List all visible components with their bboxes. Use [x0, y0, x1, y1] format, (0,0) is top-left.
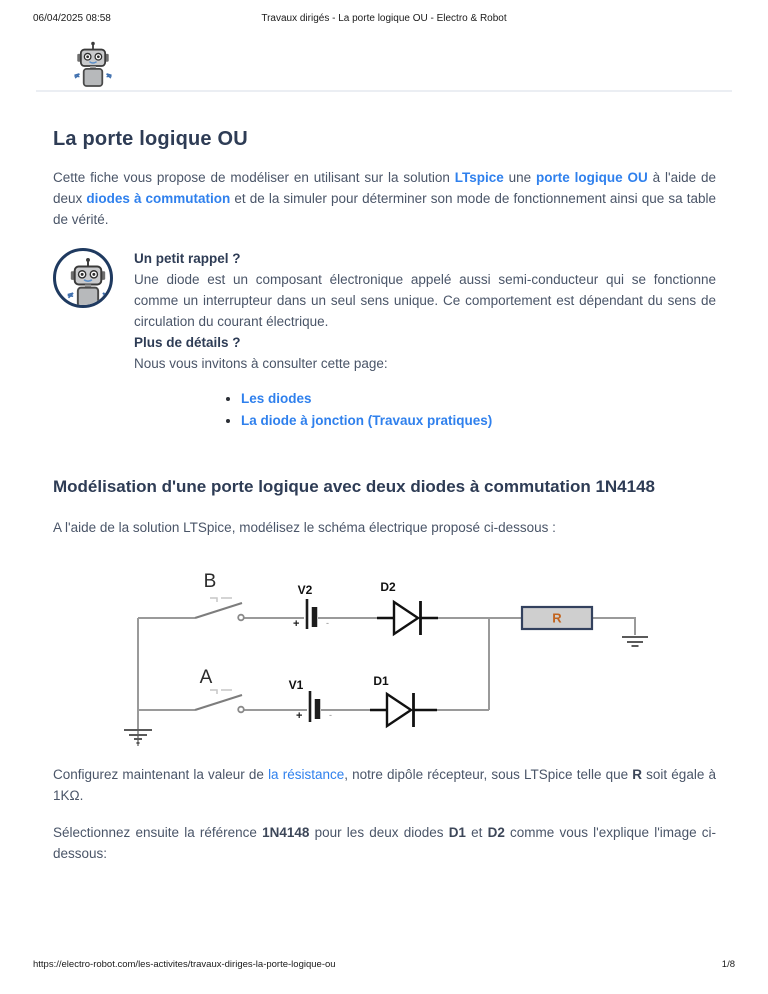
text-run: D2: [487, 825, 505, 840]
text-run: une: [503, 170, 537, 185]
minus-sign: -: [329, 710, 332, 720]
label-d1: D1: [373, 674, 389, 688]
text-run: Cette fiche vous propose de modéliser en utilisant sur la solution: [53, 170, 455, 185]
header-divider: [36, 90, 732, 92]
select-paragraph: [53, 822, 716, 864]
text-run: R: [632, 767, 643, 782]
inline-link[interactable]: la résistance: [268, 767, 345, 782]
print-datetime: 06/04/2025 08:58: [33, 13, 111, 24]
text-run: pour les deux diodes: [309, 825, 449, 840]
invite-text: Nous vous invitons à consulter cette page:: [134, 356, 388, 371]
config-paragraph: [53, 764, 716, 806]
diode-d1: [370, 693, 437, 727]
rappel-block: [53, 248, 716, 432]
rappel-text: [134, 248, 716, 432]
voltage-source-v1: [296, 691, 332, 722]
label-switch-b: B: [203, 571, 217, 592]
robot-icon: [63, 257, 113, 308]
text-run: Sélectionnez ensuite la référence: [53, 825, 263, 840]
resistor-r: [522, 607, 592, 629]
robot-avatar: [53, 248, 113, 308]
text-run: D1: [448, 825, 466, 840]
switch-a: [195, 690, 244, 712]
circuit-diagram: [0, 556, 768, 768]
text-run: soit égale à 1KΩ.: [53, 767, 716, 803]
text-run: comme vous l'explique l'image ci-dessous:: [53, 825, 717, 861]
list-item: [241, 388, 716, 410]
text-run: et de la simuler pour déterminer son mode de fonctionnement ainsi que sa table de vérité.: [53, 191, 716, 227]
text-run: , notre dipôle récepteur, sous LTSpice telle que: [344, 767, 633, 782]
footer-page-number: 1/8: [721, 959, 735, 970]
minus-sign: -: [326, 618, 329, 628]
inline-link[interactable]: porte logique OU: [536, 170, 648, 185]
label-switch-a: A: [199, 667, 213, 688]
label-v1: V1: [288, 678, 304, 692]
voltage-source-v2: [293, 599, 329, 630]
switch-b: [195, 598, 244, 620]
diode-d2: [377, 601, 438, 635]
page-title: La porte logique OU: [53, 128, 248, 150]
footer-url: https://electro-robot.com/les-activites/travaux-diriges-la-porte-logique-ou: [33, 959, 336, 970]
text-run: à l'aide de deux: [53, 170, 716, 206]
inline-link[interactable]: LTspice: [454, 170, 504, 185]
related-links-list: [134, 388, 716, 432]
label-v2: V2: [297, 583, 313, 597]
text-run: et: [465, 825, 488, 840]
plus-sign: +: [296, 710, 303, 722]
print-title: Travaux dirigés - La porte logique OU - Electro & Robot: [261, 13, 507, 24]
label-d2: D2: [380, 580, 396, 594]
intro-paragraph: [53, 167, 716, 230]
section-intro: A l'aide de la solution LTSpice, modélisez le schéma électrique proposé ci-dessous :: [53, 520, 556, 535]
text-run: 1N4148: [262, 825, 310, 840]
section-heading: Modélisation d'une porte logique avec deux diodes à commutation 1N4148: [53, 477, 655, 496]
rappel-heading: Un petit rappel ?: [134, 251, 241, 266]
plus-sign: +: [293, 618, 300, 630]
link-les-diodes[interactable]: Les diodes: [241, 391, 312, 406]
site-logo: [70, 41, 116, 91]
rappel-body: Une diode est un composant électronique appelé aussi semi-conducteur qui se fonctionne comme un interrupteur dans un seul sens unique. Ce comportement est dépendant du sens de circulation du courant électrique.: [134, 272, 716, 329]
link-diode-jonction[interactable]: La diode à jonction (Travaux pratiques): [241, 413, 493, 428]
details-heading: Plus de détails ?: [134, 335, 241, 350]
resistor-label: R: [552, 610, 562, 626]
ground-right-icon: [622, 637, 648, 646]
list-item: [241, 410, 716, 432]
robot-icon: [70, 41, 116, 91]
text-run: Configurez maintenant la valeur de: [53, 767, 269, 782]
inline-link[interactable]: diodes à commutation: [86, 191, 231, 206]
